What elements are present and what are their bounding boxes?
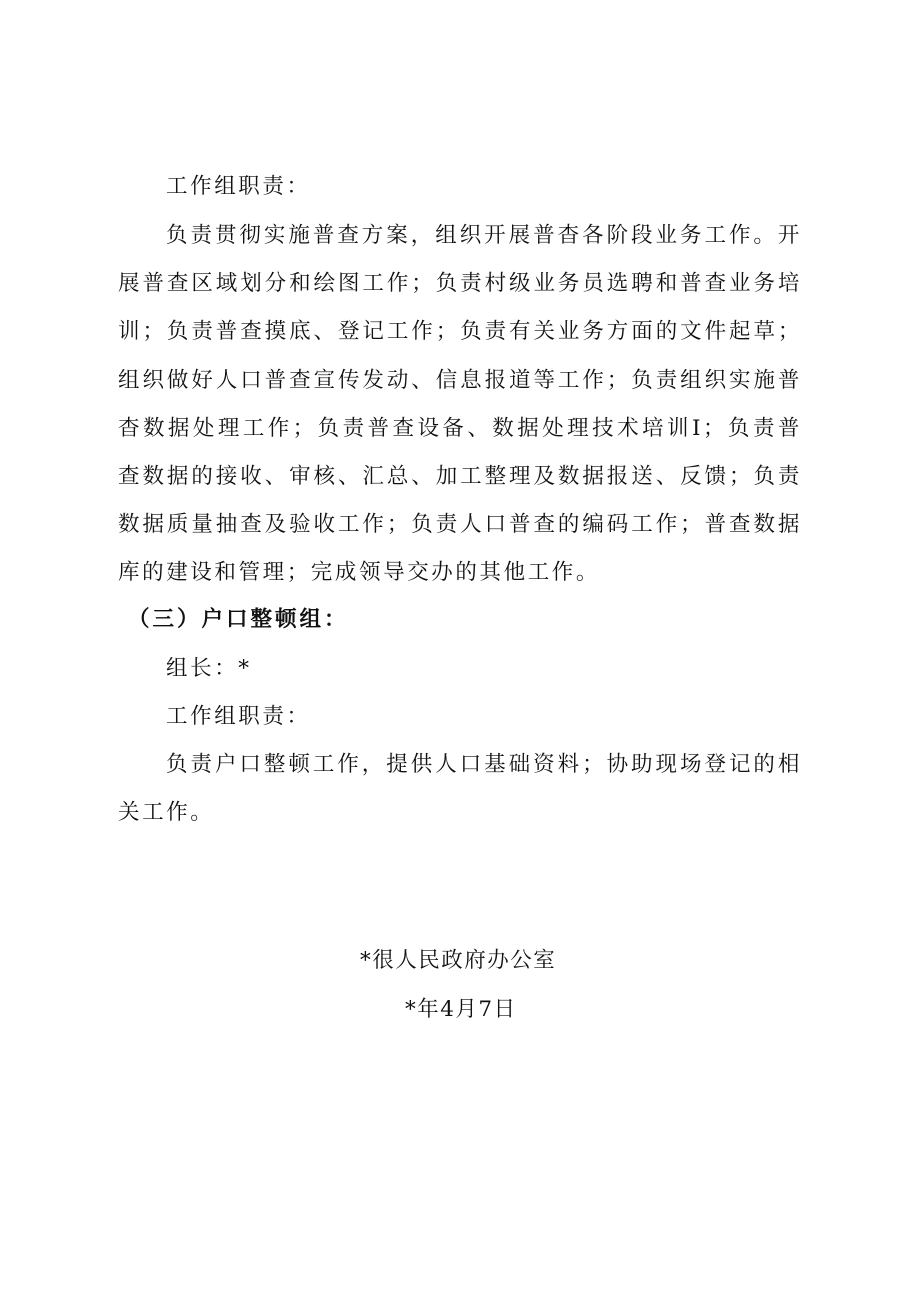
signature-organization: *很人民政府办公室 [360,948,557,973]
work-group-duty-label: 工作组职责： [166,174,311,199]
work-group-duty-paragraph-2: 负责户口整顿工作，提供人口基础资料；协助现场登记的相关工作。 [118,752,802,826]
section-heading: （三）户口整顿组： [128,607,349,632]
signature-date: *年4月7日 [405,997,517,1022]
group-leader-line: 组长：* [166,656,252,681]
work-group-duty-paragraph: 负责贯彻实施普查方案，组织开展普杳各阶段业务工作。开展普查区域划分和绘图工作；负责村级业务员选聘和普查业务培训；负责普查摸底、登记工作；负责有关业务方面的文件起草；组织做好人口普查宣传发动、信息报道等工作；负责组织实施普杳数据处理工作；负责普查设备、数据处理技术培训I；负责普查数据的接收、审核、汇总、加工整理及数据报送、反馈；负责数据质量抽查及验收工作；负责人口普查的编码工作；普查数据库的建设和管理；完成领导交办的其他工作。 [118,223,802,586]
work-group-duty-label-2: 工作组职责： [166,704,311,729]
